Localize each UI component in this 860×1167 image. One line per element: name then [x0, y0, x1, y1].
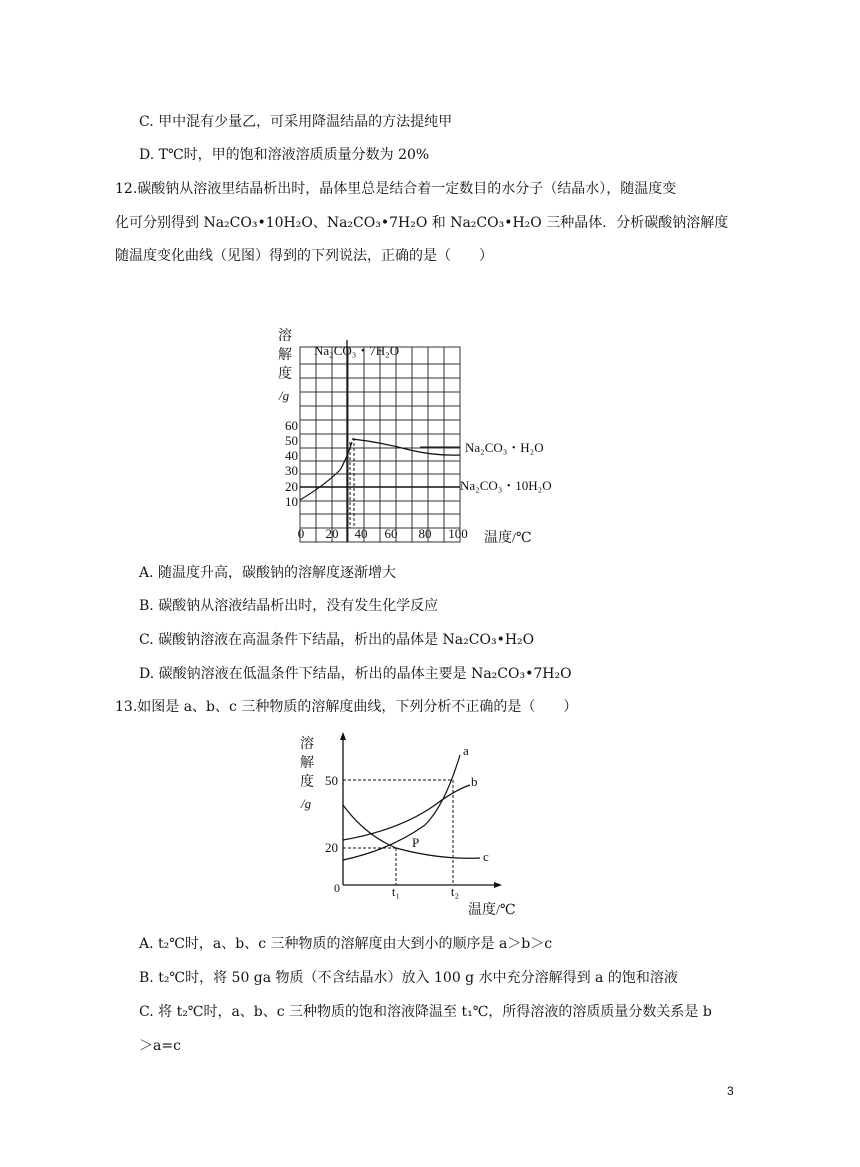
fig1-ylabel-4: /g: [279, 388, 290, 403]
q12-solubility-figure: [270, 320, 580, 548]
fig2-origin: 0: [334, 881, 340, 895]
q11-option-c: C. 甲中混有少量乙，可采用降温结晶的方法提纯甲: [139, 114, 453, 130]
fig2-label-c: c: [483, 849, 489, 864]
fig2-curve-a: [343, 755, 460, 860]
fig1-curve-10h2o: [300, 442, 352, 500]
fig1-label-10h2o: Na₂CO₃・10H₂O: [460, 478, 552, 493]
q12-stem-line1: 12.碳酸钠从溶液里结晶析出时，晶体里总是结合着一定数目的水分子（结晶水），随温度变: [115, 181, 677, 197]
page-number: 3: [727, 1084, 734, 1098]
fig1-xlabel: 温度/℃: [484, 531, 532, 546]
fig1-xtick-40: 40: [354, 526, 368, 541]
q13-stem: 13.如图是 a、b、c 三种物质的溶解度曲线，下列分析不正确的是（ ）: [115, 699, 578, 715]
fig2-label-p: P: [412, 835, 420, 850]
fig2-label-a: a: [463, 743, 469, 758]
fig1-xtick-60: 60: [384, 526, 398, 541]
q13-solubility-figure: [290, 730, 530, 925]
q12-stem-line2: 化可分别得到 Na₂CO₃•10H₂O、Na₂CO₃•7H₂O 和 Na₂CO₃•H₂O 三种晶体．分析碳酸钠溶解度: [115, 215, 729, 231]
fig1-xtick-100: 100: [448, 526, 468, 541]
fig1-ytick-20: 20: [285, 479, 298, 494]
fig1-label-7h2o: Na₂CO₃・7H₂O: [314, 343, 400, 358]
fig2-ylabel-1: 溶: [300, 737, 314, 752]
q13-option-c-line1: C. 将 t₂℃时，a、b、c 三种物质的饱和溶液降温至 t₁℃，所得溶液的溶质质量分数关系是 b: [139, 1004, 712, 1020]
q12-option-c: C. 碳酸钠溶液在高温条件下结晶，析出的晶体是 Na₂CO₃•H₂O: [139, 632, 535, 648]
fig1-ylabel-3: 度: [278, 367, 292, 382]
fig1-ytick-10: 10: [285, 494, 298, 509]
fig1-label-h2o: Na₂CO₃・H₂O: [465, 440, 544, 455]
fig2-xlabel: 温度/℃: [468, 903, 516, 918]
fig2-xtick-t1: t₁: [391, 884, 401, 899]
q12-option-b: B. 碳酸钠从溶液结晶析出时，没有发生化学反应: [139, 598, 439, 614]
fig2-curve-c: [343, 805, 480, 858]
fig1-ytick-30: 30: [285, 463, 298, 478]
fig1-xtick-0: 0: [297, 526, 305, 541]
fig1-ytick-60: 60: [285, 418, 298, 433]
fig2-curve-b: [343, 785, 470, 840]
fig2-ylabel-3: 度: [300, 775, 314, 790]
fig1-xtick-20: 20: [325, 526, 339, 541]
fig1-grid: [297, 347, 460, 542]
q13-option-b: B. t₂℃时，将 50 ga 物质（不含结晶水）放入 100 g 水中充分溶解得到 a 的饱和溶液: [139, 970, 678, 986]
fig2-ylabel-2: 解: [300, 756, 314, 771]
fig2-ytick-20: 20: [325, 840, 338, 855]
fig2-label-b: b: [471, 774, 478, 789]
q12-stem-line3: 随温度变化曲线（见图）得到的下列说法，正确的是（ ）: [115, 248, 493, 264]
q11-option-d: D. T℃时，甲的饱和溶液溶质质量分数为 20%: [139, 147, 430, 163]
q13-option-c-line2: ＞a=c: [139, 1038, 181, 1054]
fig1-ytick-50: 50: [285, 433, 298, 448]
fig1-ylabel-2: 解: [278, 348, 292, 363]
q12-option-a: A. 随温度升高，碳酸钠的溶解度逐渐增大: [139, 565, 397, 581]
q12-option-d: D. 碳酸钠溶液在低温条件下结晶，析出的晶体主要是 Na₂CO₃•7H₂O: [139, 666, 572, 682]
fig1-ytick-40: 40: [285, 448, 298, 463]
fig2-ylabel-4: /g: [301, 796, 312, 811]
q13-option-a: A. t₂℃时，a、b、c 三种物质的溶解度由大到小的顺序是 a＞b＞c: [139, 936, 553, 952]
fig1-xtick-80: 80: [418, 526, 432, 541]
fig2-ytick-50: 50: [325, 773, 338, 788]
fig1-ylabel-1: 溶: [278, 329, 292, 344]
fig2-xtick-t2: t₂: [450, 884, 460, 899]
